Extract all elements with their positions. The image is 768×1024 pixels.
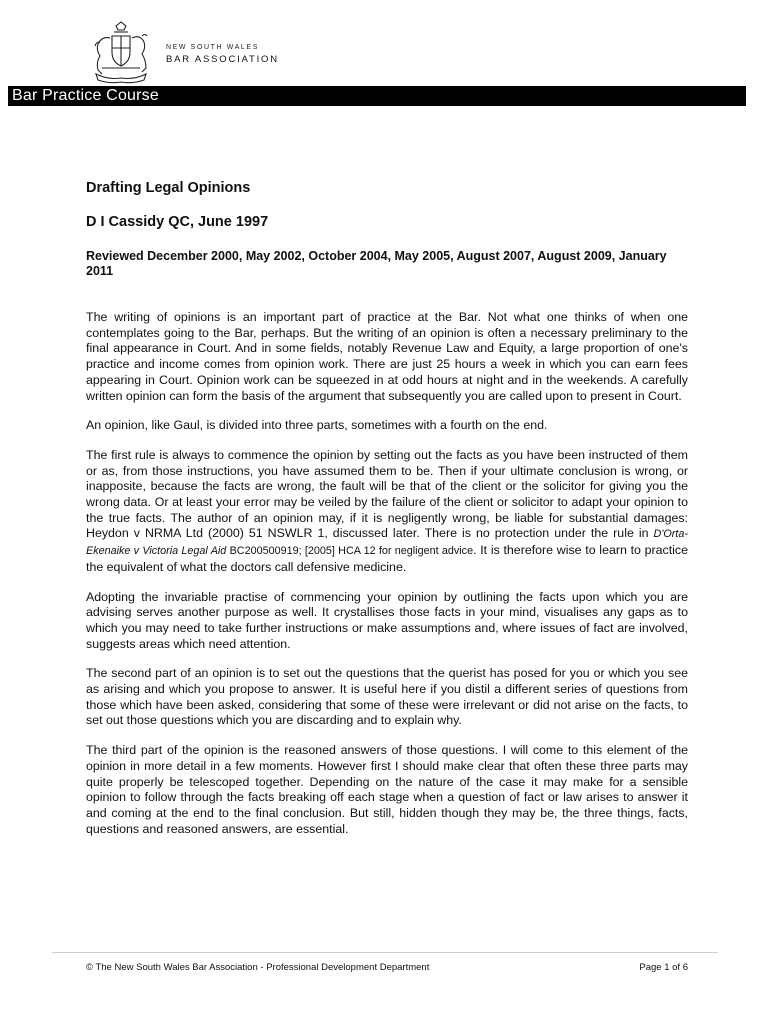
org-name-line2: BAR ASSOCIATION [166,54,279,65]
footer-copyright: © The New South Wales Bar Association - Professional Development Department [86,962,430,973]
paragraph-1: The writing of opinions is an important part of practice at the Bar. Not what one thinks of when one contemplates going to the Bar, perhaps. But the writing of an opinion is often a necessary preliminary to the final appearance in Court. And in some fields, notably Revenue Law and Equity, a large proportion of one's practice and income comes from opinion work. There are just 25 hours a week in which you can earn fees appearing in Court. Opinion work can be squeezed in at odd hours at night and in the weekends. A carefully written opinion can form the basis of the argument that subsequently you are called upon to present in Court. [86,310,688,403]
document-title: Drafting Legal Opinions [86,180,251,196]
org-name-line1: NEW SOUTH WALES [166,44,259,51]
case-name: D'Orta-Ekenaike v Victoria Legal Aid [86,528,688,558]
paragraph-3 [86,448,688,576]
course-banner [8,86,746,106]
page-number: Page 1 of 6 [639,962,688,973]
review-dates: Reviewed December 2000, May 2002, October 2004, May 2005, August 2007, August 2009, January 2011 [86,249,667,278]
document-body [86,180,688,837]
paragraph-5: The second part of an opinion is to set out the questions that the querist has posed for you or which you see as arising and which you propose to answer. It is useful here if you distil a different series of questions from those which have been asked, considering that some of these were irrelevant or did not arise on the facts, to set out those questions which you are discarding and to explain why. [86,666,688,728]
footer-divider [52,952,718,953]
paragraph-4: Adopting the invariable practise of commencing your opinion by outlining the facts upon which you are advising serves another purpose as well. It crystallises those facts in your mind, visualises any gaps as to which you may need to take further instructions or make assumptions and, where issues of fact are involved, suggests areas which need attention. [86,589,688,651]
coat-of-arms-icon [86,20,156,84]
paragraph-6: The third part of the opinion is the reasoned answers of those questions. I will come to this element of the opinion in more detail in a few moments. However first I should make clear that often these three parts may quite properly be telescoped together. Depending on the nature of the case it may make for a sensible opinion to follow through the facts breaking off each stage when a question of fact or law arises to answer it and coming at the end to the final conclusion. But still, hidden though they may be, the three things, facts, questions and reasoned answers, are essential. [86,743,688,836]
page-footer [86,962,688,973]
case-citation: BC200500919; [2005] HCA 12 for negligent advice [226,545,474,558]
paragraph-3-text-b: . It is therefore wise to learn to practice the equivalent of what the doctors call defensive medicine. [86,543,688,574]
course-banner-text: Bar Practice Course [12,87,159,104]
paragraph-3-text-a: The first rule is always to commence the opinion by setting out the facts as you have been instructed of them or as, from those instructions, you have assumed them to be. Then if your ultimate conclusion is wrong, or inapposite, because the facts are wrong, the fault will be that of the client or the solicitor for giving you the wrong data. Or at least your error may be veiled by the failure of the client or solicitor to adapt your opinion to the true facts. The author of an opinion may, if it is negligently wrong, be liable for substantial damages: Heydon v NRMA Ltd (2000) 51 NSWLR 1, discussed later. There is no protection under the rule in [86,447,688,541]
author-line: D I Cassidy QC, June 1997 [86,214,269,230]
paragraph-2: An opinion, like Gaul, is divided into three parts, sometimes with a fourth on the end. [86,418,548,433]
